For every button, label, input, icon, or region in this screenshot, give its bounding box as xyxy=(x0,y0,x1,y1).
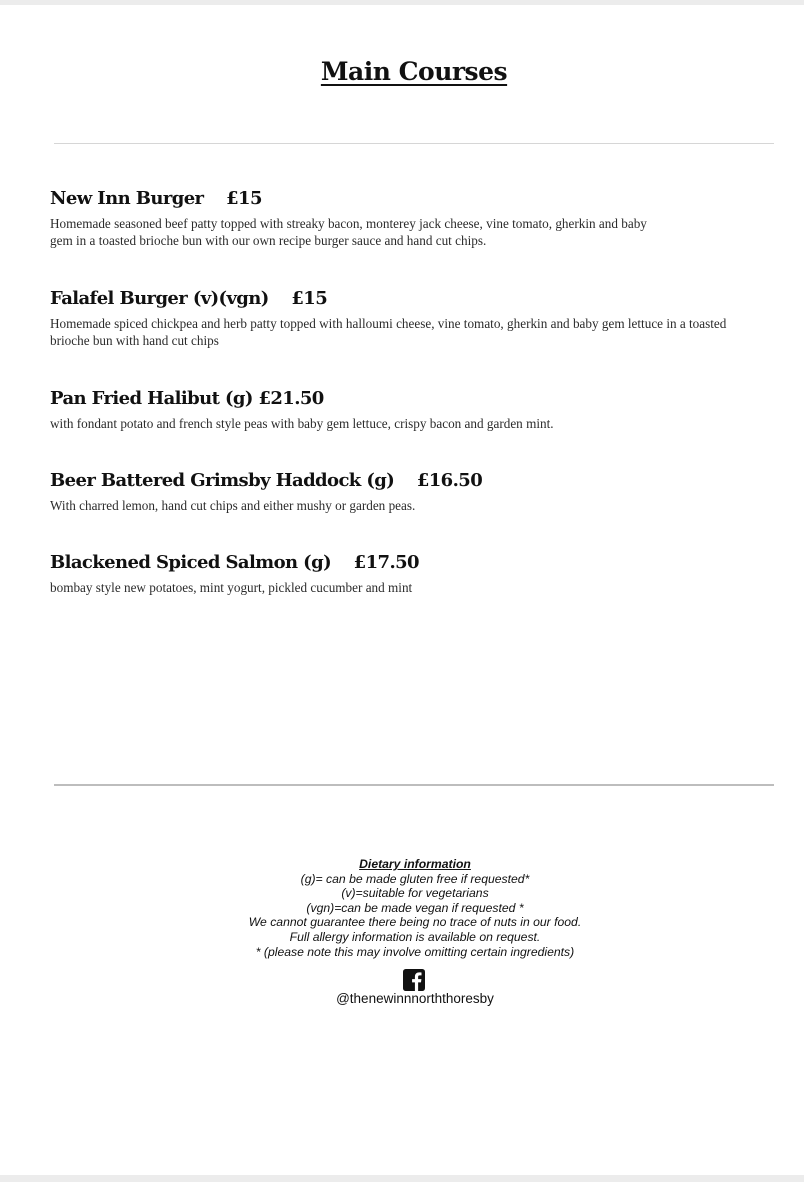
dietary-line: * (please note this may involve omitting certain ingredients) xyxy=(255,944,575,959)
dietary-information xyxy=(215,857,615,959)
dietary-heading: Dietary information xyxy=(359,857,471,871)
menu-item-description: with fondant potato and french style peas with baby gem lettuce, crispy bacon and garden mint. xyxy=(50,416,554,431)
bottom-divider xyxy=(54,784,774,786)
dietary-line: Full allergy information is available on request. xyxy=(289,929,541,944)
facebook-handle[interactable]: @thenewinnnorththoresby xyxy=(336,991,494,1006)
menu-item-description: Homemade spiced chickpea and herb patty topped with halloumi cheese, vine tomato, gherkin and baby gem lettuce in a toasted brioche bun with hand cut chips xyxy=(50,316,727,348)
menu-item-name: New Inn Burger £15 xyxy=(50,188,262,209)
dietary-line: (v)=suitable for vegetarians xyxy=(341,886,489,901)
menu-item-name: Falafel Burger (v)(vgn) £15 xyxy=(50,288,328,309)
dietary-line: We cannot guarantee there being no trace of nuts in our food. xyxy=(248,915,582,930)
menu-item-name: Blackened Spiced Salmon (g) £17.50 xyxy=(50,552,419,573)
menu-page xyxy=(0,5,804,1175)
page-title: Main Courses xyxy=(320,57,508,86)
dietary-line: (g)= can be made gluten free if requested* xyxy=(300,871,530,886)
menu-item xyxy=(50,288,760,349)
top-divider xyxy=(54,143,774,144)
menu-item-description: bombay style new potatoes, mint yogurt, pickled cucumber and mint xyxy=(50,580,413,595)
dietary-line: (vgn)=can be made vegan if requested * xyxy=(306,900,524,915)
menu-item xyxy=(50,388,760,432)
menu-item-description: Homemade seasoned beef patty topped with streaky bacon, monterey jack cheese, vine tomato, gherkin and baby gem in a toasted brioche bun with our own recipe burger sauce and hand cut chips. xyxy=(50,216,647,248)
menu-item-description: With charred lemon, hand cut chips and either mushy or garden peas. xyxy=(50,498,416,513)
menu-item-name: Beer Battered Grimsby Haddock (g) £16.50 xyxy=(50,470,483,491)
menu-item xyxy=(50,188,760,249)
menu-item xyxy=(50,470,760,514)
facebook-icon[interactable] xyxy=(403,969,425,991)
menu-item-name: Pan Fried Halibut (g) £21.50 xyxy=(50,388,324,409)
menu-item xyxy=(50,552,760,596)
